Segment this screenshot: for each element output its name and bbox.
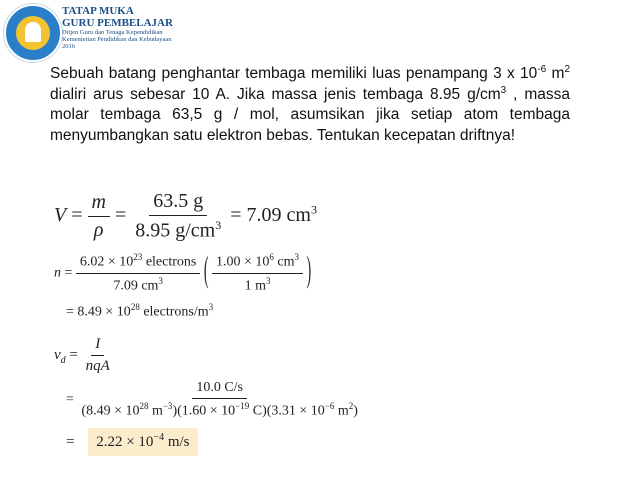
problem-sup: -6 [537,63,547,75]
fraction [88,191,110,242]
eq-equals: = [66,434,75,450]
problem-part: m [546,65,565,82]
eq-equals: = [66,304,74,320]
answer-sup: −4 [153,432,165,443]
header-sub1: Ditjen Guru dan Tenaga Kependidikan [62,29,163,37]
problem-part: , massa molar tembaga 63,5 g / mol, asumsikan jika setiap atom tembaga menyumbangkan satu elektron bebas. Tentukan kecepatan driftnya! [50,85,570,144]
header-text [62,6,173,51]
result-text: 7.09 cm [246,203,311,226]
den-text: 8.95 g/cm [135,219,216,242]
numerator: I [91,336,104,356]
numerator [212,252,303,274]
logo-core [25,22,41,42]
den-text: m [334,403,349,419]
eq-lhs: V [54,203,67,226]
num-sup: 23 [133,252,143,262]
eq-sup: 28 [130,302,140,312]
eq-equals: = [114,203,127,226]
den-text: (8.49 × 10 [81,403,140,419]
den-sup: 3 [158,275,163,286]
denominator: nqA [85,358,110,374]
num-text: electrons [142,254,197,270]
fraction [76,252,200,294]
right-paren: ) [306,252,312,292]
den-text: C)(3.31 × 10 [249,403,325,419]
den-text: ) [353,403,358,419]
denominator [109,274,167,295]
num-sup: 3 [294,252,300,262]
eq-equals: = [71,203,83,226]
header-sub2: Kementerian Pendidikan dan Kebudayaan [62,35,172,43]
problem-part: Sebuah batang penghantar tembaga memiliki luas penampang 3 x 10 [50,65,538,82]
fraction [77,380,362,420]
eq-equals: = [66,392,74,408]
eq-result [247,204,317,226]
numerator: 10.0 C/s [192,380,247,399]
denominator [77,399,362,420]
denominator: ρ [93,218,104,241]
fraction [82,336,114,375]
num-text: cm [273,254,295,270]
answer-text: 2.22 × 10 [96,434,154,450]
den-sup: −6 [324,401,335,411]
eq-equals: = [64,265,73,281]
result-sup: 3 [310,202,317,217]
numerator [76,252,200,274]
fraction [131,190,225,243]
answer-text: m/s [164,434,190,450]
problem-part: dialiri arus sebesar 10 A. Jika massa jenis tembaga 8.95 g/cm [50,85,501,103]
eq-equals: = [230,203,242,226]
numerator: 63.5 g [149,190,207,216]
eq-lhs: n [54,265,61,281]
num-sup: 6 [269,252,274,262]
equation-density [54,252,311,294]
equation-volume [54,190,317,243]
problem-sup: 2 [564,63,571,75]
problem-text [50,64,570,146]
fraction [212,252,303,294]
den-sup: 3 [265,275,271,286]
equation-substitution [66,380,362,420]
eq-sup: 3 [208,302,214,312]
header-title1: TATAP MUKA [62,5,134,17]
den-sup: 28 [139,401,149,411]
eq-text: electrons/m [139,304,209,320]
logo-icon [4,4,62,62]
eq-text: 8.49 × 10 [77,304,131,320]
left-paren: ( [203,252,209,292]
header [4,4,234,62]
equation-n-result [66,302,213,321]
problem-sup: 3 [500,84,507,96]
numerator: m [88,191,110,217]
lhs-sub: d [60,354,66,366]
equation-drift [54,336,114,375]
den-text: 7.09 cm [113,278,159,294]
denominator [241,274,275,295]
den-sup: −3 [162,401,173,411]
header-year: 2016 [62,42,75,50]
den-sup: 3 [215,218,222,232]
den-text: 1 m [244,278,266,294]
header-title2: GURU PEMBELAJAR [62,16,173,29]
den-text: m [148,403,163,419]
den-sup: 2 [348,401,354,411]
final-answer-highlight [88,428,197,456]
num-text: 6.02 × 10 [79,254,134,270]
lhs-text: v [54,346,61,363]
num-text: 1.00 × 10 [216,254,270,270]
den-sup: −19 [235,401,250,411]
eq-lhs [54,346,66,366]
den-text: )(1.60 × 10 [172,403,236,419]
denominator [131,216,225,243]
equation-final [66,432,198,451]
eq-equals: = [69,346,78,363]
